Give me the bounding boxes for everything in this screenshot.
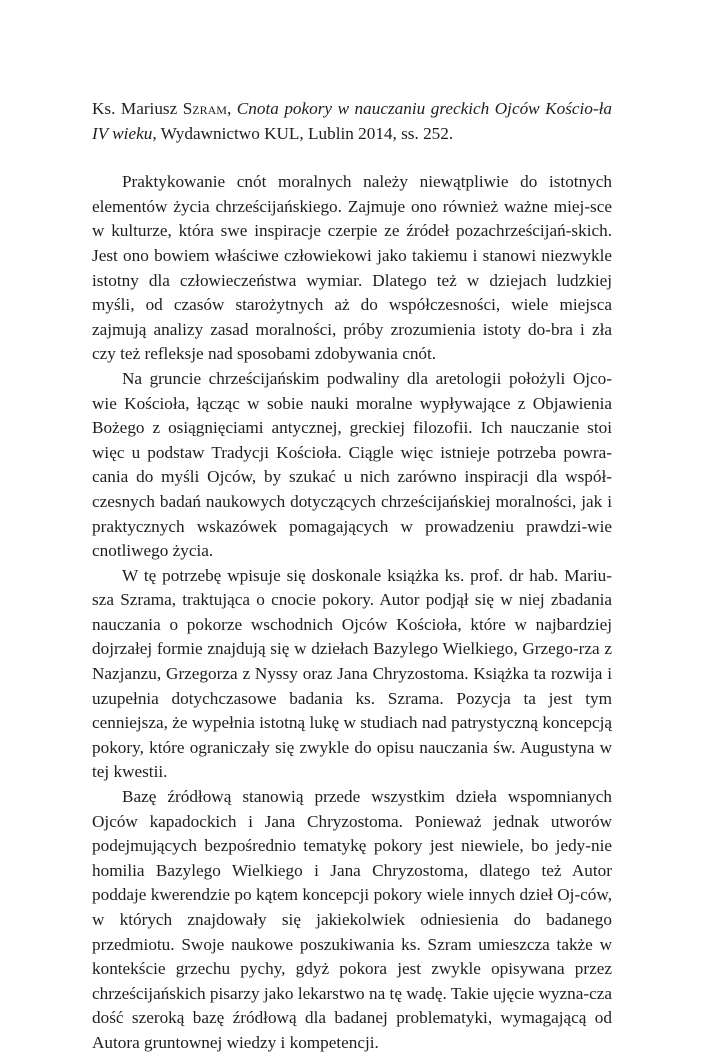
citation-author-surname: Szram [182, 99, 227, 118]
citation-title: Cnota pokory w nauczaniu greckich Ojców Kościo-ła IV wieku [92, 99, 612, 143]
paragraph: Na gruncie chrześcijańskim podwaliny dla aretologii położyli Ojco-wie Kościoła, łącząc w sobie nauki moralne wypływające z Objawienia Bożego z osiągnięciami antycznej, greckiej filozofii. Ich nauczanie stoi więc u podstaw Tradycji Kościoła. Ciągle więc istnieje potrzeba powra-cania do myśli Ojców, by szukać u nich zarówno inspiracji dla współ-czesnych badań naukowych dotyczących chrześcijańskiej moralności, jak i praktycznych wskazówek pomagających w prowadzeniu prawdzi-wie cnotliwego życia. [92, 368, 612, 561]
paragraph: W tę potrzebę wpisuje się doskonale książka ks. prof. dr hab. Mariu-sza Szrama, traktująca o cnocie pokory. Autor podjął się w niej zbadania nauczania o pokorze wschodnich Ojców Kościoła, które w najbardziej dojrzałej formie znajdują się w dziełach Bazylego Wielkiego, Grzego-rza z Nazjanzu, Grzegorza z Nyssy oraz Jana Chryzostoma. Książka ta rozwija i uzupełnia dotychczasowe badania ks. Szrama. Pozycja ta jest tym cenniejsza, że wypełnia istotną lukę w studiach nad patrystyczną koncepcją pokory, które ograniczały się zwykle do opisu nauczania św. Augustyna w tej kwestii. [92, 565, 612, 782]
book-citation [92, 97, 612, 146]
citation-separator: , [226, 99, 237, 118]
page-body [92, 97, 612, 1056]
paragraph: Praktykowanie cnót moralnych należy niewątpliwie do istotnych elementów życia chrześcijańskiego. Zajmuje ono również ważne miej-sce w kulturze, która swe inspiracje czerpie ze źródeł pozachrześcijań-skich. Jest ono bowiem właściwe człowiekowi jako takiemu i stanowi niezwykle istotny dla człowieczeństwa wymiar. Dlatego też w dziejach ludzkiej myśli, od czasów starożytnych aż do współczesności, wiele miejsca zajmują analizy zasad moralności, próby zrozumienia istoty do-bra i zła czy też refleksje nad sposobami zdobywania cnót. [92, 172, 612, 364]
citation-author-prefix: Ks. Mariusz [92, 99, 183, 118]
citation-publication: , Wydawnictwo KUL, Lublin 2014, ss. 252. [152, 123, 454, 143]
paragraph: Bazę źródłową stanowią przede wszystkim dzieła wspomnianych Ojców kapadockich i Jana Chryzostoma. Ponieważ jednak utworów podejmujących bezpośrednio tematykę pokory jest niewiele, bo jedy-nie homilia Bazylego Wielkiego i Jana Chryzostoma, dlatego też Autor poddaje kwerendzie po kątem koncepcji pokory wiele innych dzieł Oj-ców, w których znajdowały się jakiekolwiek odniesienia do badanego przedmiotu. Swoje naukowe poszukiwania ks. Szram umieszcza także w kontekście grzechu pychy, gdyż pokora jest zwykle opisywana przez chrześcijańskich pisarzy jako lekarstwo na tę wadę. Takie ujęcie wyzna-cza dość szeroką bazę źródłową dla badanej problematyki, wymagającą od Autora gruntownej wiedzy i kompetencji. [92, 787, 612, 1052]
